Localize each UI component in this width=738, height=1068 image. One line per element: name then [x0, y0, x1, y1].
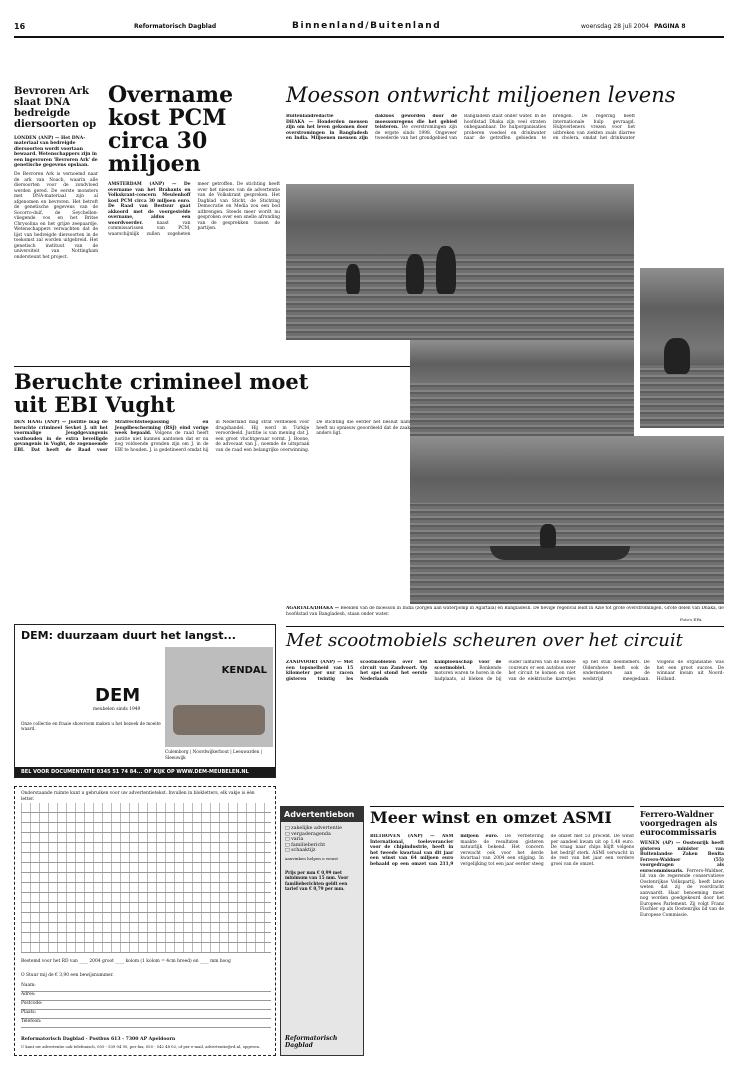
photo-credit: Foto's EPA: [680, 617, 702, 622]
issue-date: woensdag 28 juli 2004: [581, 23, 649, 30]
checkbox-icon: □: [285, 831, 290, 837]
caption-text: Beelden van de moesson in India (zorgen aan waterpomp in Agartala) en Bangladesh. De hevige regenval leidt in Azië tot grote overstromingen. Grote delen van Dhaka, de hoofdstad van Bangladesh, staan onder water.: [286, 606, 724, 617]
moesson-side-column: [640, 114, 724, 268]
flood-photo-main: [286, 184, 634, 340]
dem-desc: Onze collectie en fraaie showroom maken u het bezoek de moeite waard.: [21, 721, 161, 731]
asmi-rule: [370, 806, 634, 807]
flood-photo-lower: [410, 340, 634, 436]
masthead: [14, 20, 724, 34]
form-footer: Reformatorisch Dagblad - Postbus 613 - 7300 AP Apeldoorn: [21, 1037, 176, 1042]
crimineel-headline-wrap: [14, 370, 410, 416]
scoot-dateline: ZANDVOORT (ANP) —: [286, 660, 342, 665]
ferrero-article: [640, 810, 724, 1056]
form-footer2: U kunt uw advertentie ook telefonisch, 055 - 539 04 95, per fax, 055 - 542 48 02, of per e-mail, advertentie@rd.nl, opgeven.: [21, 1044, 261, 1049]
checkbox-icon: □: [285, 837, 290, 843]
ferrero-rule: [640, 806, 724, 807]
crimineel-article: [14, 420, 410, 618]
masthead-rule: [14, 36, 724, 38]
dem-headline: DEM: duurzaam duurt het langst...: [21, 629, 236, 642]
crimineel-body: Volgens de raad heeft justitie niet kunnen aantonen dat er nu nog voldoende gronden zijn om J. in de EBI te houden. J. is gedetineerd omdat hij in Nederland mag straf verdienen voor drugshandel. Hij werd in Turkije veroordeeld. Justitie is van mening dat J. een groot vluchtgevaar vormt. J. Boone, de advocaat van J., noemde de uitspraak van de raad een belangrijke overwinning. De stichting die eerder het besluit nam heeft nu opnieuw geoordeeld dat de zaak anders ligt.: [114, 420, 410, 453]
ark-dateline: LONDEN (ANP) —: [14, 136, 60, 141]
adv-option[interactable]: □ familiebericht: [285, 842, 326, 848]
ark-lead: Het DNA-materiaal van bedreigde diersoorten wordt voortaan bewaard. Wetenschappers zijn in een ingevroren 'Bevroren Ark' de genetische gegevens opslaan.: [14, 136, 98, 169]
scoot-article: [286, 660, 724, 800]
caption-label: AGARTALA/DHAKA —: [286, 606, 339, 611]
crimineel-headline: Beruchte crimineel moet uit EBI Vught: [14, 369, 309, 417]
form-fields: [21, 983, 271, 1028]
moesson-body: De overstromingen zijn de ergste sinds 1998. Ongeveer tweederde van het grondgebied van Bangladesh staat onder water. In de hoofdstad Dhaka zijn veel straten onbegaanbaar. De hulporganisaties proberen voedsel en drinkwater naar de getroffen gebieden te brengen. De regering heeft internationale hulp gevraagd. Hulpverleners vrezen voor het uitbreken van ziekten zoals diarree en cholera, omdat het drinkwater: [375, 114, 635, 141]
dem-cities: Culemborg | Noordwijkerhout | Leeuwarden | Sleeuwijk: [165, 749, 263, 760]
moesson-headline-wrap: [286, 84, 724, 106]
checkbox-icon: □: [285, 848, 290, 854]
dem-logo: DEM: [95, 685, 141, 706]
checkbox-icon: □: [285, 826, 290, 831]
asmi-body: De verbetering maakte de resultaten gisteren natuurlijk bekend. Het concern verwacht ook voor het derde kwartaal van 2004 een stijging. In vergelijking tot een jaar eerder steeg de omzet met 53 procent. De winst per aandeel kwam uit op 1,48 euro. De vraag naar chips blijft volgens het bedrijf sterk. ASMI verwacht in de rest van het jaar een verdere groei van de omzet.: [460, 834, 634, 867]
moesson-dateline: DHAKA —: [286, 119, 314, 125]
adv-note: aanvinken helpen u wenst: [285, 855, 338, 861]
checkbox-icon: □: [285, 842, 290, 848]
adv-option[interactable]: □ zakelijke advertentie: [285, 826, 342, 831]
form-field[interactable]: Postcode:: [21, 1001, 271, 1010]
scoot-rule: [286, 626, 724, 627]
page-number-left: 16: [14, 22, 26, 31]
publication-name: Reformatorisch Dagblad: [134, 23, 217, 30]
form-check[interactable]: O Stuur mij de € 3,90 een bewijsnummer.: [21, 973, 114, 978]
adv-option[interactable]: □ schaaktijz: [285, 848, 316, 854]
asmi-dateline: BILTHOVEN (ANP) —: [370, 834, 435, 839]
crimineel-rule: [14, 366, 410, 367]
adv-prices: Prijs per mm € 0,99 met minimum van 15 mm. Voor familieberichten geldt een tarief van € 0,79 per mm.: [285, 869, 349, 892]
ark-body: De Bevroren Ark is vernoemd naar de ark van Noach, waarin alle diersoorten voor de zondvloed werden gered. De eerste monsters met DNA-materiaal zijn al afgenomen en bevroren. Het betreft de genetische gegevens van de Socorro-duif, de Seychellen-vliegende vos en het Britse Chrysolina en het grijze zeepaardje. Wetenschappers verwachten dat de lijst van bedreigde diersoorten in de toekomst zal worden uitgebreid. Het genetisch instituut van de universiteit van Nottingham ondersteunt het project.: [14, 172, 98, 260]
form-intro: Onderstaande ruimte kunt u gebruiken voor uw advertentietekst. Invullen in blokletters, elk vakje is één letter.: [21, 791, 255, 802]
adv-option[interactable]: □ varia: [285, 837, 304, 843]
asmi-headline: Meer winst en omzet ASMI: [370, 808, 612, 827]
crimineel-lead: Justitie mag de beruchte crimineel Sevket J. uit het voormalige Jeugdgevangenis vasthouden in de extra beveiligde gevangenis in Vught, de zogenoemde EBI. Dat heeft de Raad voor Strafrechtstoepassing en Jeugdbescherming (RSJ) eind vorige week bepaald.: [14, 420, 209, 453]
furniture-image: [165, 647, 273, 747]
scoot-headline-wrap: [286, 632, 724, 651]
asmi-lead: ASM International, toeleverancier voor de chipindustrie, heeft in het tweede kwartaal van dit jaar een winst van 64 miljoen euro behaald op een omzet van 211,9 miljoen euro.: [370, 834, 499, 867]
ark-headline: Bevroren Ark slaat DNA bedreigde diersoorten op: [14, 86, 97, 130]
dem-footer: BEL VOOR DOCUMENTATIE 0345 51 74 84... OF KIJK OP WWW.DEM-MEUBELEN.NL: [15, 767, 275, 777]
flood-photo-boat: [410, 436, 724, 604]
ferrero-body: Ferrero-Waldner, lid van de regerende conservatieve Oostenrijkse Volkspartij, heeft laten weten dat zij de voordracht aanvaardt. Haar benoeming moet nog worden goedgekeurd door het Europees Parlement. Zij volgt Franz Fischler op als Oostenrijks lid van de Europese Commissie.: [640, 868, 724, 918]
ferrero-lead: Oostenrijk heeft gisteren minister van Buitenlandse Zaken Benita Ferrero-Waldner (55) voorgedragen als eurocommissaris.: [640, 841, 724, 874]
overname-dateline: AMSTERDAM (ANP) —: [108, 182, 177, 187]
ferrero-dateline: WENEN (AP) —: [640, 841, 681, 846]
scoot-lead: Met een topsnelheid van 15 kilometer per uur racen gisteren twintig les scootmobielen over het circuit van Zandvoort. Op het spel stond het eerste Nederlands kampioenschap voor de scootmobiel.: [286, 660, 502, 682]
overname-headline: Overname kost PCM circa 30 miljoen: [108, 84, 234, 177]
letter-grid[interactable]: [21, 803, 271, 953]
adv-bon: [280, 806, 364, 1056]
scoot-headline: Met scootmobiels scheuren over het circuit: [286, 630, 683, 651]
section-title: Binnenland/Buitenland: [292, 21, 442, 31]
overname-article: [108, 84, 280, 362]
form-field[interactable]: Plaats:: [21, 1010, 271, 1019]
form-field[interactable]: Naam:: [21, 983, 271, 992]
asmi-headline-wrap: [370, 810, 634, 827]
ferrero-headline: Ferrero-Waldner voorgedragen als eurocommissaris: [640, 810, 718, 837]
form-field[interactable]: Telefoon:: [21, 1019, 271, 1028]
page-label: PAGINA 8: [654, 23, 686, 30]
ad-form: [14, 786, 276, 1056]
form-field[interactable]: Adres:: [21, 992, 271, 1001]
moesson-byline: Buitenlandredactie: [286, 114, 334, 119]
ark-article: [14, 86, 98, 362]
adv-option[interactable]: □ vergaderagenda: [285, 831, 331, 837]
dem-advertisement: [14, 624, 276, 778]
moesson-lead: Honderden mensen zijn om het leven gekomen door overstromingen in Bangladesh en India. Miljoenen mensen zijn dakloos geworden door de moessonregens die het gebied teisteren.: [286, 114, 457, 141]
form-lines: Bestemd voor het RD van ____ 2004 groot ____ kolom (1 kolom = 4cm breed) en ____ mm hoog: [21, 959, 231, 964]
asmi-article: [370, 834, 634, 1056]
overname-body: naast van commissarissen van PCM, waarschijnlijk zullen zogeheten meer getroffen. De stichting heeft over het nieuws van de advertentie van de Volkskrant gesproken. Het Dagblad van Sticht, de Stichting Democratie en Media zou een bod uitbrengen. Steeds meer wordt nu gesproken over een snelle afronding van de gesprekken tussen de partijen.: [108, 182, 280, 237]
moesson-headline: Moesson ontwricht miljoenen levens: [286, 83, 676, 107]
kendal-label: KENDAL: [221, 665, 267, 676]
adv-title: Advertentiebon: [281, 807, 363, 822]
adv-logo: Reformatorisch Dagblad: [285, 1035, 338, 1049]
overname-lead: De overname van het Brabants en Volkskrant-concern Meulenhoff kost PCM circa 30 miljoen euro. De Raad van Bestuur gaat akkoord met de voorgestelde overname, aldus een woordvoerder.: [108, 182, 191, 226]
flood-photo-side: [640, 268, 724, 428]
dem-sub: meubelen sinds 1949: [93, 707, 141, 712]
scoot-body: Ronkende motoren waren te horen in de badplaats, al bleken de bij ouder lantaren van de enkele coureurs er een autobus over het circuit te komen en niet van de elektrische karretjes op het stuk deelnemers. De Oldershove heeft ook de ondernemers aan de wedstrijd meegedaan. Volgens de organisatie was het een groot succes. De winnaar kwam uit Noord-Holland.: [434, 660, 724, 682]
crimineel-dateline: DEN HAAG (ANP) —: [14, 420, 67, 425]
